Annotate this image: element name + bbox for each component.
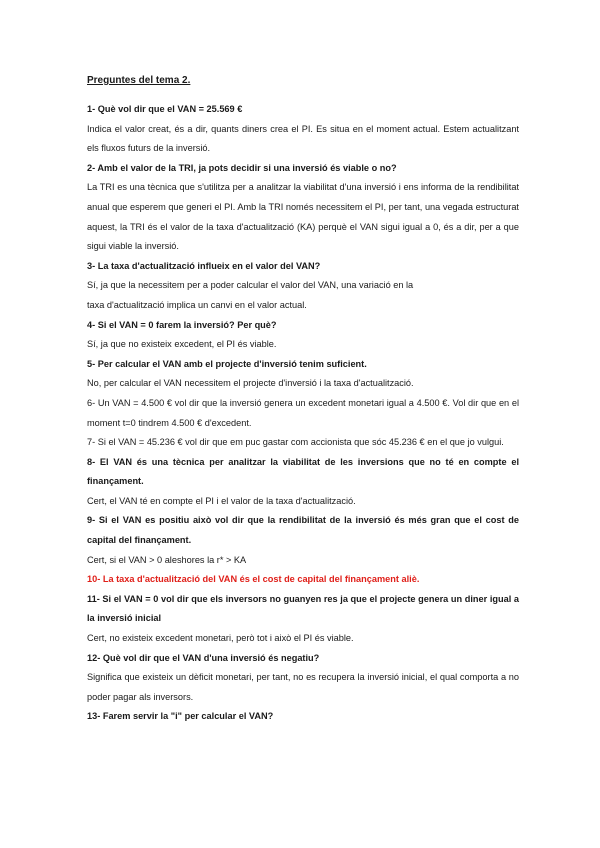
answer-3 — [87, 276, 519, 315]
question-10: 10- La taxa d'actualització del VAN és el cost de capital del finançament aliè. — [87, 574, 420, 585]
answer-3-line-2: taxa d'actualització implica un canvi en el valor actual. — [87, 299, 307, 310]
answer-1: Indica el valor creat, és a dir, quants diners crea el PI. Es situa en el moment actual. Estem actualitzant els fluxos futurs de la inversió. — [87, 123, 519, 154]
answer-4: Sí, ja que no existeix excedent, el PI és viable. — [87, 339, 277, 350]
question-1: 1- Què vol dir que el VAN = 25.569 € — [87, 104, 243, 114]
question-2: 2- Amb el valor de la TRI, ja pots decidir si una inversió és viable o no? — [87, 162, 397, 173]
question-3: 3- La taxa d'actualització influeix en el valor del VAN? — [87, 260, 321, 271]
question-9: 9- Si el VAN es positiu això vol dir que la rendibilitat de la inversió és més gran que el cost de capital del finançament. — [87, 515, 519, 546]
document-content — [87, 72, 519, 727]
question-13: 13- Farem servir la "i" per calcular el VAN? — [87, 711, 274, 722]
answer-2: La TRI es una tècnica que s'utilitza per a analitzar la viabilitat d'una inversió i ens informa de la rendibilitat anual que esperem que generi el PI. Amb la TRI només necessitem el PI, per tant, una vegada estructurat aquest, la TRI és el valor de la taxa d'actualització (KA) perquè el VAN sigui igual a 0, és a dir, per a que sigui viable la inversió. — [87, 182, 519, 252]
question-5: 5- Per calcular el VAN amb el projecte d'inversió tenim suficient. — [87, 358, 367, 369]
question-11: 11- Si el VAN = 0 vol dir que els inversors no guanyen res ja que el projecte genera un diner igual a la inversió inicial — [87, 593, 519, 624]
question-8: 8- El VAN és una tècnica per analitzar la viabilitat de les inversions que no té en compte el finançament. — [87, 456, 519, 487]
answer-11: Cert, no existeix excedent monetari, però tot i això el PI és viable. — [87, 633, 354, 644]
answer-9: Cert, si el VAN > 0 aleshores la r* > KA — [87, 554, 247, 565]
question-12: 12- Què vol dir que el VAN d'una inversió és negatiu? — [87, 652, 320, 663]
answer-5: No, per calcular el VAN necessitem el projecte d'inversió i la taxa d'actualització. — [87, 378, 414, 389]
answer-8: Cert, el VAN té en compte el PI i el valor de la taxa d'actualització. — [87, 495, 356, 506]
document-title: Preguntes del tema 2. — [87, 75, 191, 86]
question-4: 4- Si el VAN = 0 farem la inversió? Per què? — [87, 319, 277, 330]
answer-3-line-1: Sí, ja que la necessitem per a poder calcular el valor del VAN, una variació en la — [87, 280, 414, 291]
answer-12: Significa que existeix un dèficit monetari, per tant, no es recupera la inversió inicial, el qual comporta a no poder pagar als inversors. — [87, 672, 519, 702]
statement-7: 7- Si el VAN = 45.236 € vol dir que em puc gastar com accionista que sóc 45.236 € en el que jo vulgui. — [87, 437, 504, 448]
statement-6: 6- Un VAN = 4.500 € vol dir que la inversió genera un excedent monetari igual a 4.500 €. Vol dir que en el moment t=0 tindrem 4.500 € d'excedent. — [87, 397, 519, 428]
